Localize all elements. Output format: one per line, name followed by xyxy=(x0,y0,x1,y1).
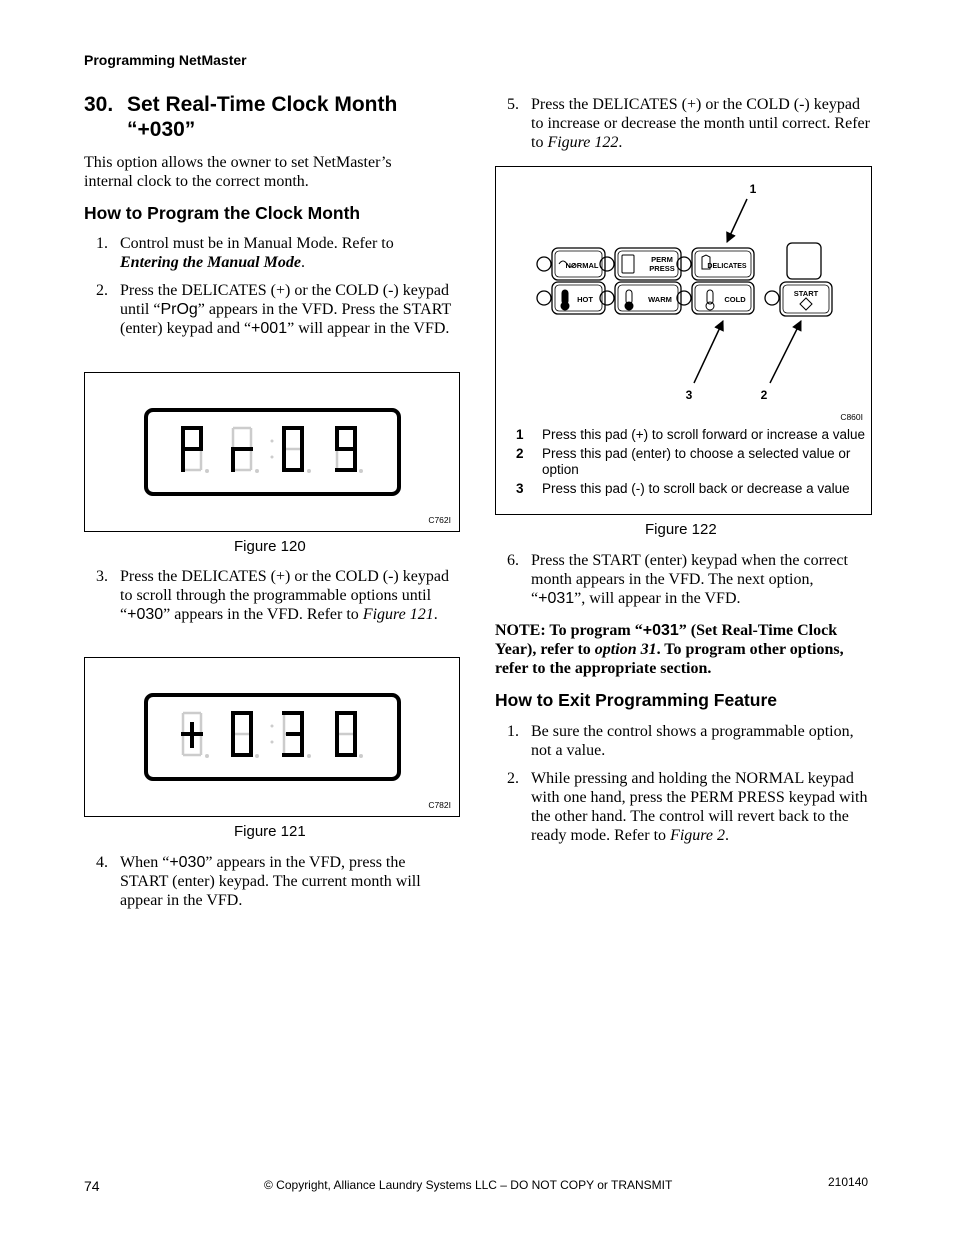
key-label: HOT xyxy=(577,295,593,304)
vfd-digits xyxy=(183,428,355,470)
step-number: 1. xyxy=(96,235,108,252)
step-text: ” will appear in the VFD. xyxy=(287,320,450,337)
step-ref: Figure 122 xyxy=(547,134,619,151)
step-2 xyxy=(84,281,454,338)
running-head: Programming NetMaster xyxy=(84,52,247,68)
legend-number: 1 xyxy=(516,427,524,442)
exit-heading: How to Exit Programming Feature xyxy=(495,690,777,710)
legend-item xyxy=(496,446,871,478)
legend-number: 3 xyxy=(516,481,524,496)
figure-code: C782I xyxy=(428,800,451,810)
figure-120-caption: Figure 120 xyxy=(234,538,306,555)
step-4 xyxy=(84,853,454,910)
step-1 xyxy=(84,234,454,272)
step-text: ”, will appear in the VFD. xyxy=(574,590,741,607)
vfd-code: +030 xyxy=(169,854,206,871)
step-6 xyxy=(495,551,870,608)
copyright: © Copyright, Alliance Laundry Systems LLC – DO NOT COPY or TRANSMIT xyxy=(264,1178,673,1192)
steps-list-a xyxy=(84,234,454,347)
warm-thermometer-bulb-icon xyxy=(625,302,633,310)
note-text: NOTE: To program “ xyxy=(495,622,643,639)
hot-thermometer-bulb-icon xyxy=(561,302,569,310)
normal-key[interactable] xyxy=(537,248,605,280)
step-text: Be sure the control shows a programmable option, not a value. xyxy=(531,723,854,759)
key-label: DELICATES xyxy=(707,263,747,270)
step-text: . xyxy=(725,827,730,844)
section-title-line1: Set Real-Time Clock Month xyxy=(127,93,398,116)
vfd-code: PrOg xyxy=(160,301,198,318)
delicates-key[interactable] xyxy=(677,248,754,280)
step-ref: Figure 121 xyxy=(362,606,434,623)
steps-list-c xyxy=(84,853,454,919)
vfd-code: +031 xyxy=(642,622,679,639)
vfd-display-prog xyxy=(85,373,459,531)
steps-list-d xyxy=(495,95,870,161)
step-ref: Entering the Manual Mode xyxy=(120,254,301,271)
exit-step-1 xyxy=(495,722,870,760)
legend-number: 2 xyxy=(516,446,524,461)
callout-arrow-2 xyxy=(770,321,801,383)
step-5 xyxy=(495,95,870,152)
step-text: ” appears in the VFD. Press the START (enter) keypad and “ xyxy=(120,301,451,337)
diamond-icon xyxy=(800,298,812,310)
cold-thermometer-bulb-icon xyxy=(706,302,714,310)
key-label: PERM xyxy=(651,255,673,264)
step-text: ” appears in the VFD. Refer to xyxy=(163,606,363,623)
step-text: . xyxy=(618,134,623,151)
section-title xyxy=(84,92,444,142)
legend-item xyxy=(496,427,871,443)
step-text: Press the DELICATES (+) or the COLD (-) keypad to increase or decrease the month until correct. Refer to xyxy=(531,96,870,151)
blank-key xyxy=(787,243,821,279)
vfd-code: +031 xyxy=(538,590,575,607)
section-title-line2: “+030” xyxy=(127,118,196,141)
hot-key[interactable] xyxy=(537,282,605,314)
vfd-display-030 xyxy=(85,658,459,816)
step-number: 2. xyxy=(507,770,519,787)
key-label: NORMAL xyxy=(565,261,599,270)
program-heading: How to Program the Clock Month xyxy=(84,203,361,223)
note-text: . To program other options, refer to the appropriate section. xyxy=(495,641,844,677)
step-number: 4. xyxy=(96,854,108,871)
step-number: 2. xyxy=(96,282,108,299)
legend-text: Press this pad (enter) to choose a selected value or option xyxy=(542,446,851,477)
step-number: 3. xyxy=(96,568,108,585)
exit-steps-list xyxy=(495,722,870,854)
figure-code: C860I xyxy=(840,412,863,422)
perm-press-icon xyxy=(622,255,634,273)
step-3 xyxy=(84,567,454,624)
vfd-code: +030 xyxy=(127,606,164,623)
figure-122-legend xyxy=(496,427,871,500)
step-text: Press the START (enter) keypad when the correct month appears in the VFD. The next option, “ xyxy=(531,552,848,607)
legend-item xyxy=(496,481,871,497)
figure-code: C762I xyxy=(428,515,451,525)
figure-121-caption: Figure 121 xyxy=(234,823,306,840)
key-label: COLD xyxy=(724,295,746,304)
callout-1: 1 xyxy=(749,182,757,196)
keypad-diagram xyxy=(496,167,871,417)
note xyxy=(495,621,870,678)
exit-step-2 xyxy=(495,769,870,845)
note-text: ” (Set Real-Time Clock Year), refer to xyxy=(495,622,838,658)
step-text: While pressing and holding the NORMAL keypad with one hand, press the PERM PRESS keypad with the other hand. The control will revert back to the ready mode. Refer to xyxy=(531,770,868,844)
callout-3: 3 xyxy=(685,388,693,402)
perm-press-key[interactable] xyxy=(600,248,681,280)
step-text: ” appears in the VFD, press the START (enter) keypad. The current month will appear in the VFD. xyxy=(120,854,421,909)
note-ref: option 31 xyxy=(594,641,657,658)
callout-arrow-1 xyxy=(727,199,747,242)
key-label: WARM xyxy=(648,295,672,304)
figure-122-box xyxy=(495,166,872,515)
step-number: 5. xyxy=(507,96,519,113)
section-intro: This option allows the owner to set NetMaster’s internal clock to the correct month. xyxy=(84,154,392,190)
step-text: When “ xyxy=(120,854,170,871)
legend-text: Press this pad (-) to scroll back or decrease a value xyxy=(542,481,850,496)
figure-121-box xyxy=(84,657,460,817)
figure-120-box xyxy=(84,372,460,532)
key-label: PRESS xyxy=(649,264,675,273)
key-label: START xyxy=(793,289,819,298)
start-key[interactable] xyxy=(765,282,832,316)
callout-arrow-3 xyxy=(694,321,723,383)
step-ref: Figure 2 xyxy=(670,827,726,844)
step-text: Press the DELICATES (+) or the COLD (-) keypad to scroll through the programmable options until “ xyxy=(120,568,449,623)
step-text: . xyxy=(433,606,438,623)
step-number: 6. xyxy=(507,552,519,569)
page-number: 74 xyxy=(84,1178,100,1194)
step-text: Press the DELICATES (+) or the COLD (-) keypad until “ xyxy=(120,282,449,318)
figure-122-caption: Figure 122 xyxy=(645,521,717,538)
cold-key[interactable] xyxy=(677,282,754,314)
doc-number: 210140 xyxy=(828,1175,869,1189)
steps-list-e xyxy=(495,551,870,617)
warm-key[interactable] xyxy=(600,282,681,314)
section-number: 30. xyxy=(84,93,114,116)
legend-text: Press this pad (+) to scroll forward or increase a value xyxy=(542,427,866,442)
vfd-digits xyxy=(183,713,355,755)
steps-list-b xyxy=(84,567,454,633)
vfd-code: +001 xyxy=(251,320,288,337)
step-text: . xyxy=(300,254,305,271)
step-text: Control must be in Manual Mode. Refer to xyxy=(120,235,394,252)
callout-2: 2 xyxy=(760,388,768,402)
step-number: 1. xyxy=(507,723,519,740)
